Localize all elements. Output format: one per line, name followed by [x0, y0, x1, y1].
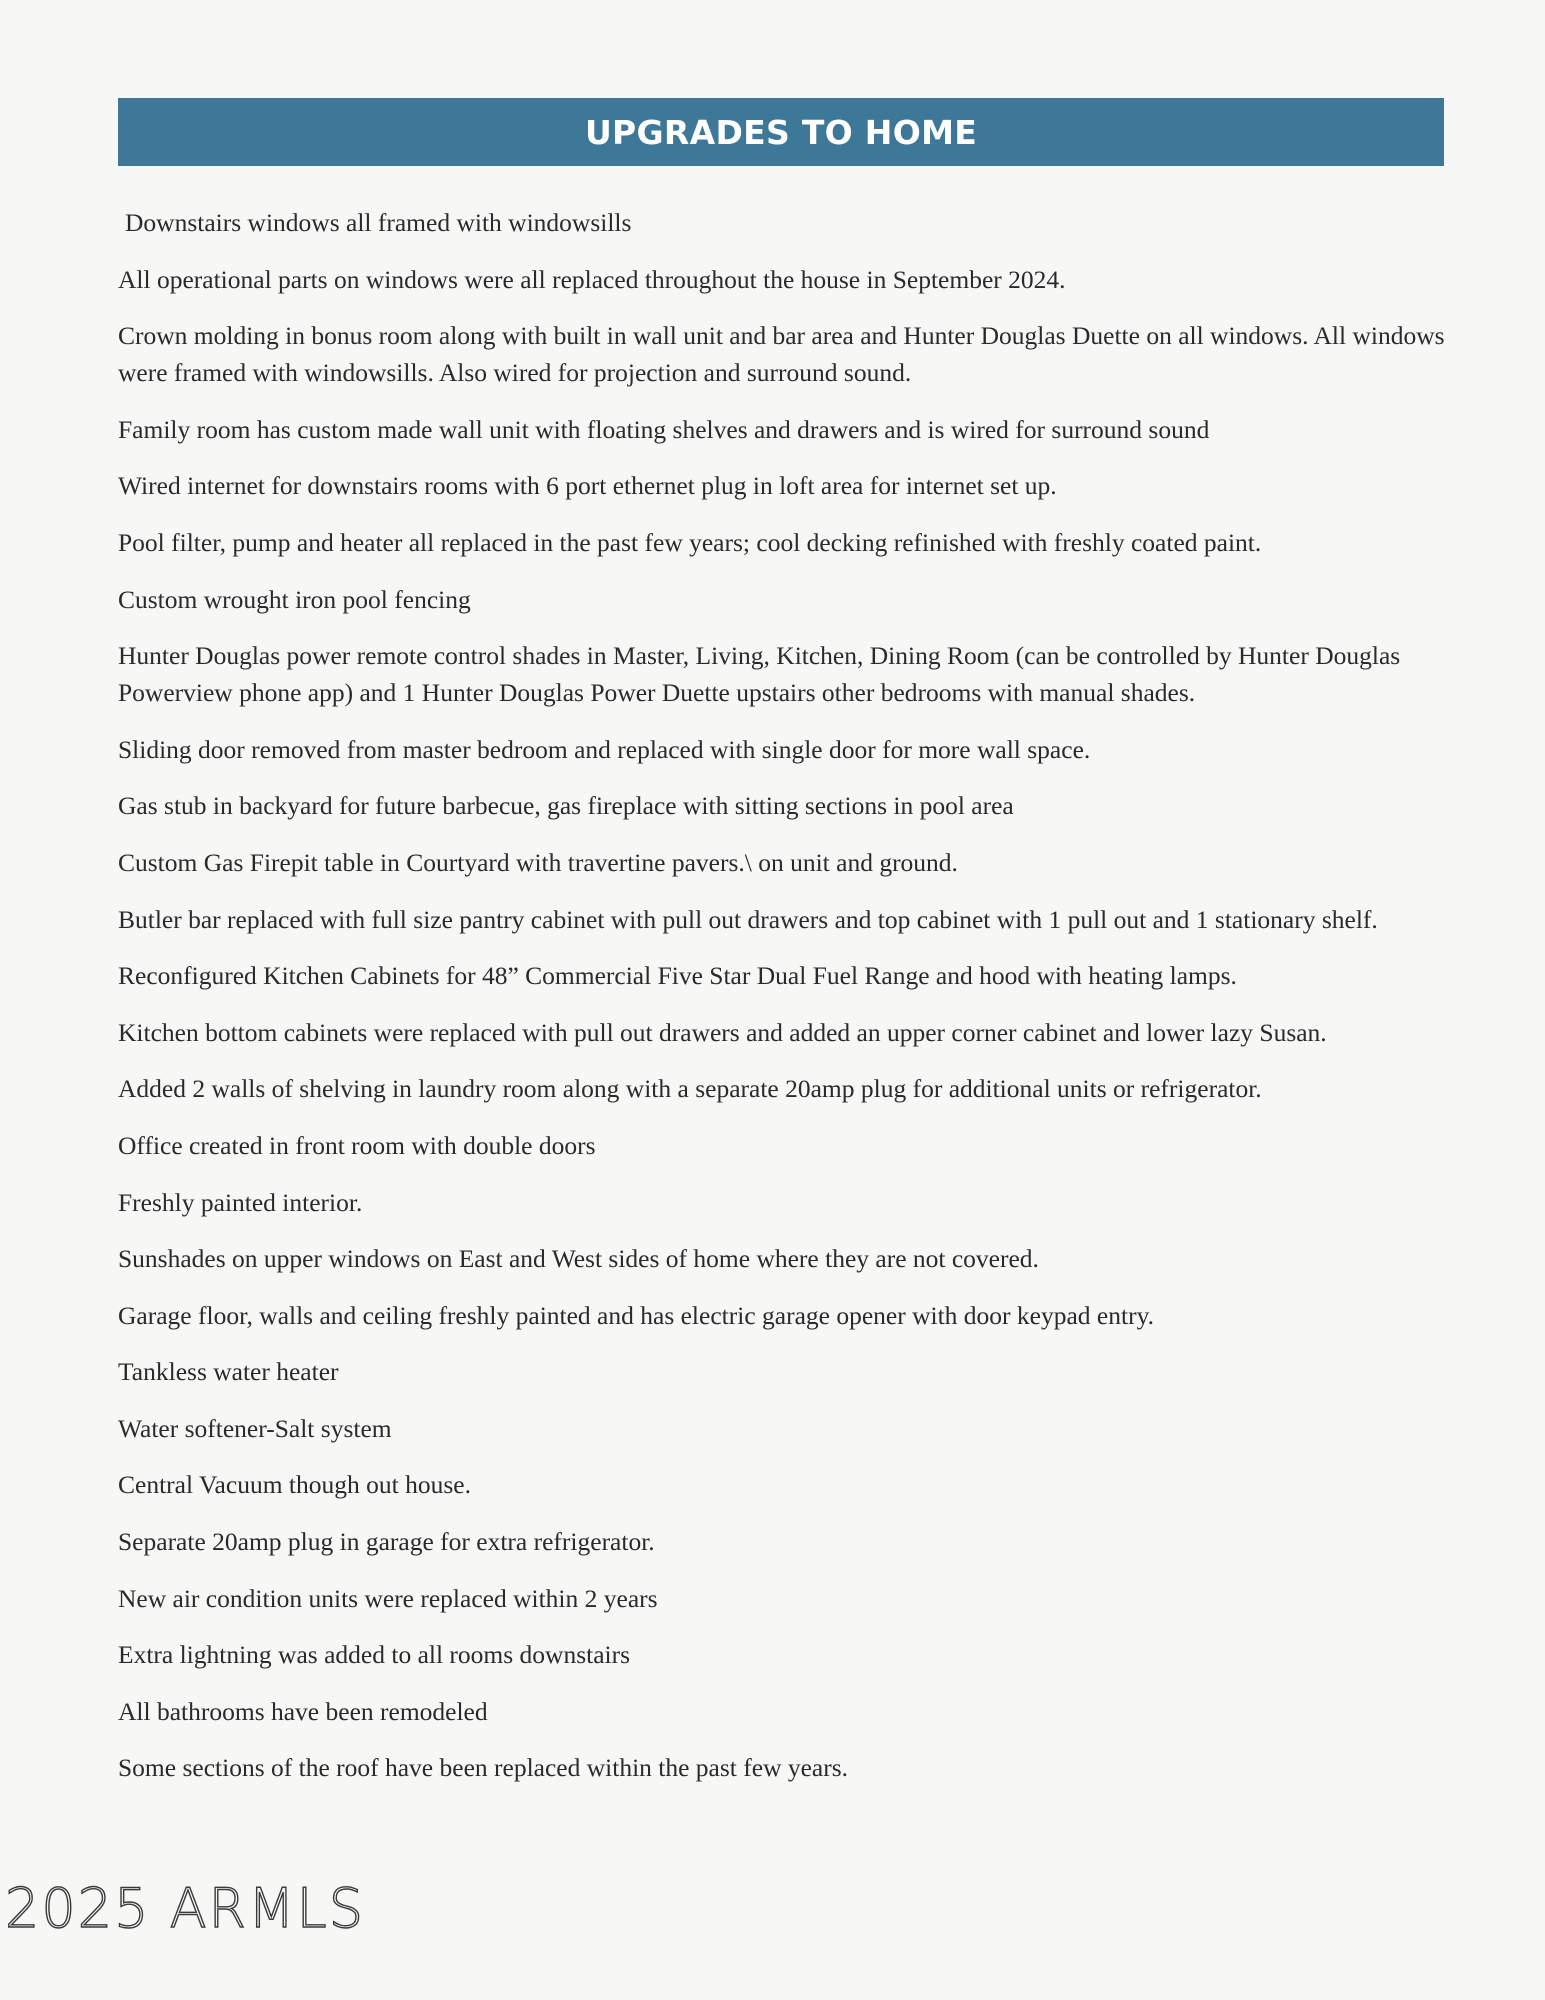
header-bar: [118, 98, 1444, 166]
list-item: Butler bar replaced with full size pantry cabinet with pull out drawers and top cabinet with 1 pull out and 1 stationary shelf.: [118, 904, 1378, 934]
watermark: 2025 ARMLS: [5, 1877, 366, 1940]
list-item: Custom Gas Firepit table in Courtyard with travertine pavers.\ on unit and ground.: [118, 847, 958, 877]
list-item: All operational parts on windows were all replaced throughout the house in September 2024.: [118, 264, 1066, 294]
list-item: Central Vacuum though out house.: [118, 1470, 471, 1500]
list-item: Garage floor, walls and ceiling freshly painted and has electric garage opener with door keypad entry.: [118, 1300, 1155, 1330]
page-title: UPGRADES TO HOME: [584, 112, 978, 152]
list-item: Downstairs windows all framed with windowsills: [125, 208, 632, 237]
list-item: Reconfigured Kitchen Cabinets for 48” Commercial Five Star Dual Fuel Range and hood with heating lamps.: [118, 961, 1237, 991]
list-item: Pool filter, pump and heater all replaced in the past few years; cool decking refinished with freshly coated paint.: [118, 527, 1262, 557]
list-item: Extra lightning was added to all rooms downstairs: [118, 1640, 631, 1670]
list-item: Office created in front room with double doors: [118, 1130, 596, 1160]
list-item: Gas stub in backyard for future barbecue, gas fireplace with sitting sections in pool area: [118, 791, 1014, 821]
list-item: Crown molding in bonus room along with built in wall unit and bar area and Hunter Douglas Duette on all windows. All windows were framed with windowsills. Also wired for projection and surround sound.: [118, 321, 1445, 388]
list-item: Hunter Douglas power remote control shades in Master, Living, Kitchen, Dining Room (can be controlled by Hunter Douglas Powerview phone app) and 1 Hunter Douglas Power Duette upstairs other bedrooms with manual shades.: [118, 641, 1401, 708]
list-item: New air condition units were replaced within 2 years: [118, 1583, 658, 1613]
list-item: Water softener-Salt system: [118, 1413, 392, 1443]
list-item: Kitchen bottom cabinets were replaced with pull out drawers and added an upper corner cabinet and lower lazy Susan.: [118, 1017, 1327, 1047]
list-item: Sliding door removed from master bedroom and replaced with single door for more wall space.: [118, 734, 1091, 764]
list-item: Freshly painted interior.: [118, 1187, 363, 1217]
list-item: Sunshades on upper windows on East and West sides of home where they are not covered.: [118, 1244, 1039, 1274]
list-item: Separate 20amp plug in garage for extra refrigerator.: [118, 1527, 655, 1557]
list-item: Added 2 walls of shelving in laundry room along with a separate 20amp plug for additional units or refrigerator.: [118, 1074, 1262, 1104]
list-item: Wired internet for downstairs rooms with 6 port ethernet plug in loft area for internet set up.: [118, 471, 1057, 501]
upgrades-list: [118, 204, 1448, 1806]
list-item: Family room has custom made wall unit with floating shelves and drawers and is wired for surround sound: [118, 414, 1210, 444]
list-item: Tankless water heater: [118, 1357, 339, 1387]
list-item: Some sections of the roof have been replaced within the past few years.: [118, 1753, 849, 1783]
list-item: All bathrooms have been remodeled: [118, 1696, 488, 1726]
list-item: Custom wrought iron pool fencing: [118, 584, 471, 614]
